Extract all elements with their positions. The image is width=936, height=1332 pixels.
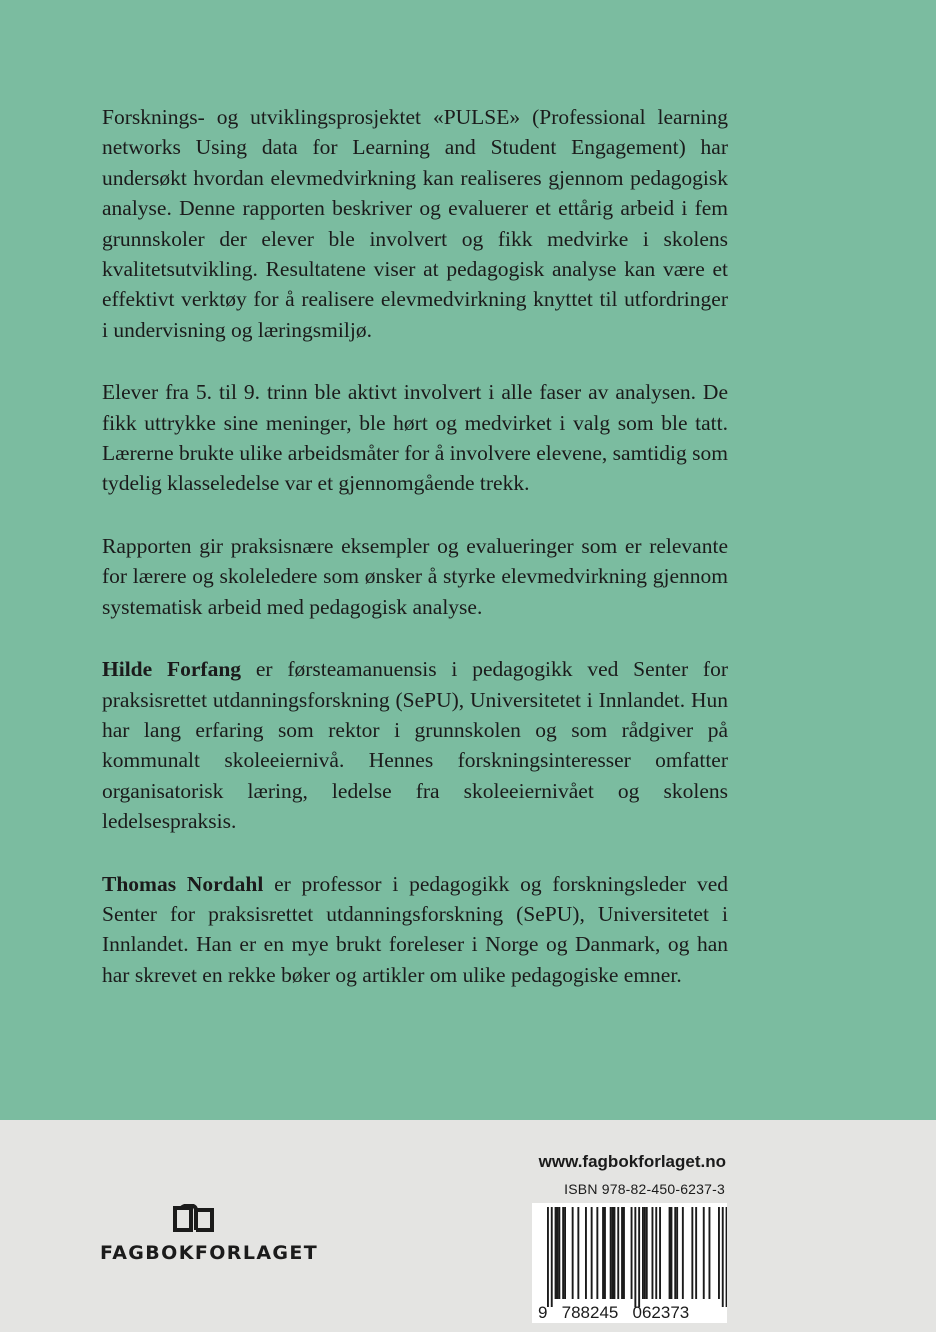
barcode-bar xyxy=(674,1207,676,1299)
barcode-bar xyxy=(551,1207,553,1307)
barcode-bar xyxy=(726,1207,727,1307)
barcode-bar xyxy=(722,1207,724,1307)
barcode-bar xyxy=(652,1207,654,1299)
barcode-digits: 9 788245 062373 xyxy=(538,1303,690,1322)
barcode-bar xyxy=(564,1207,566,1299)
barcode-bar xyxy=(682,1207,684,1299)
barcode-bar xyxy=(695,1207,697,1299)
barcode-bar xyxy=(634,1207,636,1307)
ean13-barcode xyxy=(532,1203,727,1323)
barcode-bar xyxy=(577,1207,579,1299)
barcode-bar xyxy=(562,1207,564,1299)
author-name-forfang: Hilde Forfang xyxy=(102,657,242,682)
barcode-bar xyxy=(718,1207,720,1299)
barcode-bar xyxy=(557,1207,559,1299)
open-book-logo-icon xyxy=(172,1204,216,1234)
barcode-bar xyxy=(558,1207,560,1299)
barcode-bar xyxy=(676,1207,678,1299)
barcode-bar xyxy=(614,1207,616,1299)
barcode-bar xyxy=(610,1207,612,1299)
barcode-bar xyxy=(655,1207,657,1299)
paragraph-intro: Forsknings- og utviklingsprosjektet «PULSE» (Professional learning networks Using data for Learning and Student Engagement) har undersøkt hvordan elevmedvirkning kan realiseres gjennom pedagogisk analyse. Denne rapporten beskriver og evaluerer et ettårig arbeid i fem grunnskoler der elever ble involvert og fikk medvirke i skolens kvalitetsutvikling. Resultatene viser at pedagogisk analyse kan være et effektivt verktøy for å realisere elevmedvirkning knyttet til utfordringer i undervisning og læringsmiljø. xyxy=(102,105,728,342)
barcode-bar xyxy=(644,1207,646,1299)
barcode-bar xyxy=(612,1207,614,1299)
barcode-bar xyxy=(555,1207,557,1299)
barcode xyxy=(532,1203,727,1323)
barcode-bar xyxy=(585,1207,587,1299)
barcode-bar xyxy=(669,1207,671,1299)
barcode-bar xyxy=(547,1207,549,1307)
barcode-bar xyxy=(691,1207,693,1299)
barcode-bar xyxy=(659,1207,661,1299)
paragraph-relevance: Rapporten gir praksisnære eksempler og evalueringer som er relevante for lærere og skoleledere som ønsker å styrke elevmedvirkning gjennom systematisk arbeid med pedagogisk analyse. xyxy=(102,533,728,619)
barcode-bar xyxy=(623,1207,625,1299)
publisher-website: www.fagbokforlaget.no xyxy=(538,1152,726,1171)
barcode-bar xyxy=(596,1207,598,1299)
blurb-text xyxy=(102,102,728,1022)
author-bio-text-nordahl: er professor i pedagogikk og forskningsleder ved Senter for praksisrettet utdanningsforskning (SePU), Universitetet i Innlandet. Han er en mye brukt foreleser i Norge og Danmark, og han har skrevet en rekke bøker og artikler om ulike pedagogiske emner. xyxy=(102,871,728,987)
barcode-bar xyxy=(703,1207,705,1299)
barcode-bar xyxy=(638,1207,640,1307)
barcode-bar xyxy=(671,1207,673,1299)
barcode-bar xyxy=(591,1207,593,1299)
barcode-bar xyxy=(646,1207,648,1299)
barcode-bar xyxy=(604,1207,606,1299)
barcode-bar xyxy=(709,1207,711,1299)
barcode-bar xyxy=(572,1207,574,1299)
author-bio-forfang xyxy=(102,654,728,836)
publisher-logo xyxy=(100,1204,319,1264)
author-name-nordahl: Thomas Nordahl xyxy=(102,871,264,896)
author-bio-text-forfang: er førsteamanuensis i pedagogikk ved Senter for praksisrettet utdanningsforskning (SePU), Universitetet i Innlandet. Hun har lang erfaring som rektor i grunnskolen og som rådgiver på kommunalt skoleeiernivå. Hennes forskningsinteresser omfatter organisatorisk læring, ledelse fra skoleeiernivået og skolens ledelsespraksis. xyxy=(102,657,728,834)
publisher-name: FAGBOKFORLAGET xyxy=(100,1242,319,1264)
barcode-bar xyxy=(631,1207,633,1299)
author-bio-nordahl xyxy=(102,869,728,991)
footer-band xyxy=(0,1120,936,1332)
barcode-bar xyxy=(642,1207,644,1299)
barcode-bar xyxy=(621,1207,623,1299)
isbn-label: ISBN 978-82-450-6237-3 xyxy=(564,1181,725,1197)
barcode-bar xyxy=(602,1207,604,1299)
paragraph-students: Elever fra 5. til 9. trinn ble aktivt involvert i alle faser av analysen. De fikk uttrykke sine meninger, ble hørt og medvirket i valg som ble tatt. Lærerne brukte ulike arbeidsmåter for å involvere elevene, samtidig som tydelig klasseledelse var et gjennomgående trekk. xyxy=(102,380,728,496)
barcode-bar xyxy=(617,1207,619,1299)
